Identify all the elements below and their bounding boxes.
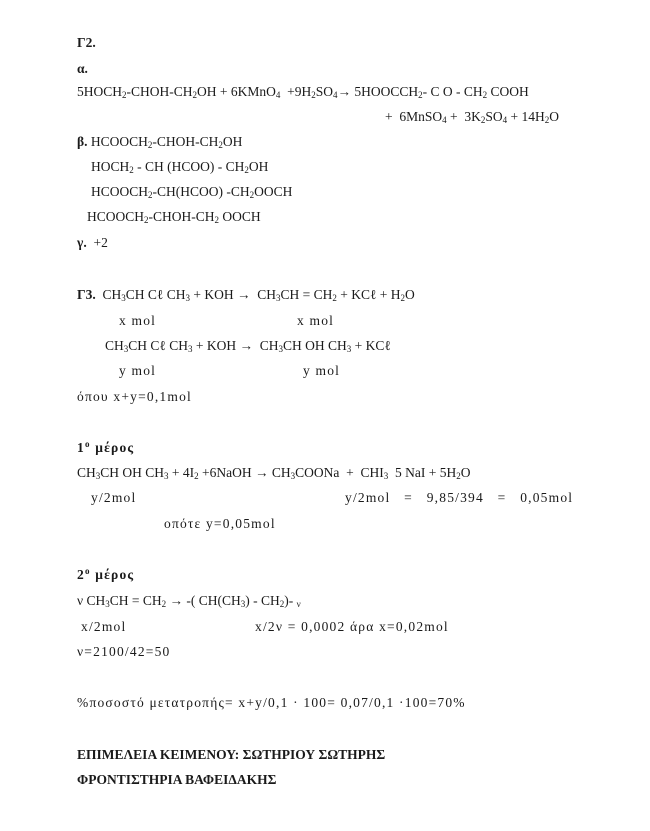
g2-eq1-left: $5HOCH_2-CHOH-CH_2OH$ + 6KMnO$_4$ $+9H_2SO_4\to$ $5HOOCCH_2-$ C O - $CH_2$ COOH <box>77 84 529 100</box>
g3-r2-mol-left: y mol <box>119 363 157 378</box>
part1-heading: $1^o$ μέρος <box>77 439 135 455</box>
part1-mol-right: y/2mol = 9,85/394 = 0,05mol <box>345 490 574 505</box>
g3-r1-mol-left: x mol <box>119 313 157 328</box>
part2-nu-line: ν=2100/42=50 <box>77 644 171 659</box>
part1-equation: $CH_3CH$ OH $CH_3 + 4I_2$ +6NaOH → $CH_3COONa + CHI_3$ 5 NaI + $5H_2O$ <box>77 465 471 481</box>
part1-result: οπότε y=0,05mol <box>164 516 276 531</box>
g3-reaction-2: $CH_3CH$ Cℓ $CH_3$ + KOH → $CH_3CH$ OH $CH_3$ + KCℓ <box>105 338 391 354</box>
part2-mol-right: x/2ν = 0,0002 άρα x=0,02mol <box>255 619 449 634</box>
g2-b-label: β. <box>77 134 88 149</box>
g2-a-label: α. <box>77 61 88 76</box>
g2-b-line-2: $HOCH_2$ - CH (HCOO) - $CH_2OH$ <box>91 159 269 175</box>
g3-reaction-1: Γ3. $CH_3CH$ Cℓ $CH_3$ + KOH → $CH_3CH = CH_2$ + KCℓ + $H_2O$ <box>77 287 415 303</box>
g2-b-line-1: β. $HCOOCH_2-CHOH-CH_2OH$ <box>77 134 243 150</box>
part2-mol-left: x/2mol <box>81 619 127 634</box>
conversion-line: %ποσοστό μετατροπής= x+y/0,1 · 100= 0,07/0,1 ·100=70% <box>77 695 466 710</box>
part2-equation: ν $CH_3CH = CH_2$ → -( $CH(CH_3) - CH_2)-$ $_\nu$ <box>77 593 301 609</box>
section-g2-heading: Γ2. <box>77 35 96 50</box>
g2-c-line: γ. +2 <box>77 235 108 250</box>
part1-mol-left: y/2mol <box>91 490 137 505</box>
g2-eq1-right: + 6MnSO$_4$ + $3K_2SO_4 + 14H_2O$ <box>385 109 560 125</box>
g2-b-line-3: $HCOOCH_2-CH(HCOO)$ $-CH_2OOCH$ <box>91 184 293 200</box>
footer-tutoring: ΦΡΟΝΤΙΣΤΗΡΙΑ ΒΑΦΕΙΔΑΚΗΣ <box>77 772 277 787</box>
section-g3-heading: Γ3. <box>77 287 96 302</box>
part2-heading: $2^o$ μέρος <box>77 566 135 582</box>
g3-r2-mol-right: y mol <box>303 363 341 378</box>
g3-sum-line: όπου x+y=0,1mol <box>77 389 192 404</box>
g3-r1-mol-right: x mol <box>297 313 335 328</box>
g2-c-label: γ. <box>77 235 87 250</box>
footer-editor: ΕΠΙΜΕΛΕΙΑ ΚΕΙΜΕΝΟΥ: ΣΩΤΗΡΙΟΥ ΣΩΤΗΡΗΣ <box>77 747 386 762</box>
g2-b-line-4: $HCOOCH_2-CHOH-CH_2$ OOCH <box>87 209 261 225</box>
